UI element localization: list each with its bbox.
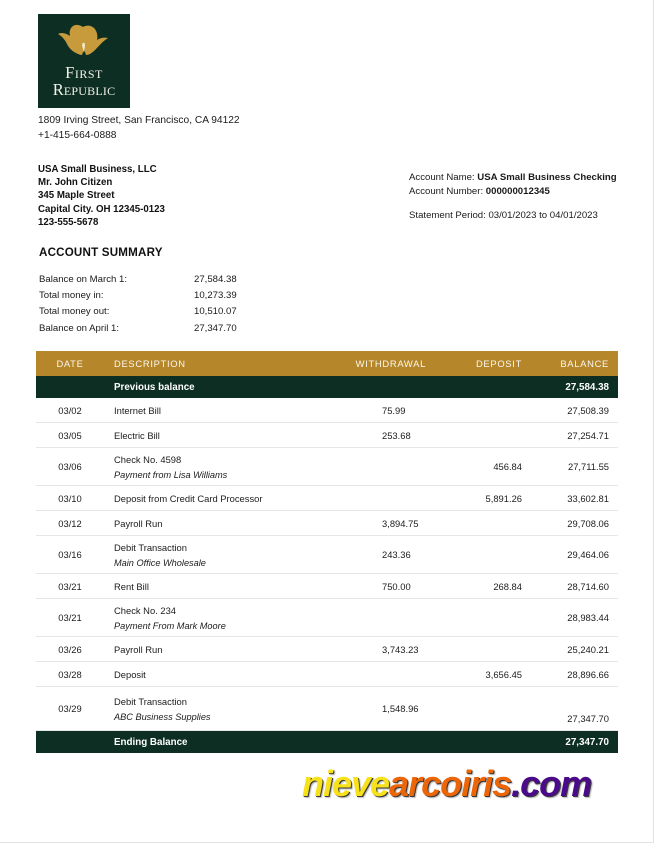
cell-deposit: 3,656.45	[444, 662, 538, 687]
cell-withdrawal	[340, 599, 444, 637]
cell-description	[104, 448, 340, 486]
cell-date: 03/29	[36, 687, 104, 731]
previous-balance-deposit	[444, 376, 538, 398]
cell-balance: 27,508.39	[538, 398, 618, 423]
cell-date: 03/16	[36, 536, 104, 574]
table-row	[36, 599, 618, 637]
column-header-deposit: DEPOSIT	[444, 351, 538, 376]
cell-description	[104, 662, 340, 687]
cell-balance: 28,896.66	[538, 662, 618, 687]
summary-value: 10,273.39	[194, 290, 237, 302]
table-row	[36, 637, 618, 662]
cell-withdrawal	[340, 448, 444, 486]
description-main: Check No. 234	[114, 604, 177, 616]
account-number-value: 000000012345	[485, 186, 550, 197]
transactions-body	[36, 376, 618, 731]
customer-city-state-zip: Capital City. OH 12345-0123	[38, 203, 165, 215]
logo-line-republic: Republic	[52, 79, 116, 99]
cell-balance: 28,983.44	[538, 599, 618, 637]
cell-description	[104, 511, 340, 536]
cell-balance: 29,708.06	[538, 511, 618, 536]
summary-value: 10,510.07	[194, 306, 237, 318]
cell-date: 03/21	[36, 599, 104, 637]
customer-company: USA Small Business, LLC	[38, 164, 157, 175]
cell-withdrawal: 253.68	[340, 423, 444, 448]
cell-deposit: 5,891.26	[444, 486, 538, 511]
transactions-table	[36, 351, 618, 753]
description-main: Electric Bill	[114, 429, 160, 441]
table-row	[36, 536, 618, 574]
ending-balance-date	[36, 731, 104, 754]
cell-description	[104, 687, 340, 731]
cell-description	[104, 423, 340, 448]
ending-balance-withdrawal	[340, 731, 444, 754]
cell-deposit	[444, 398, 538, 423]
transactions-header	[36, 351, 618, 376]
previous-balance-withdrawal	[340, 376, 444, 398]
ending-balance-label: Ending Balance	[114, 736, 188, 748]
description-main: Check No. 4598	[114, 453, 182, 465]
table-row	[36, 486, 618, 511]
cell-description	[104, 536, 340, 574]
cell-date: 03/06	[36, 448, 104, 486]
cell-balance: 29,464.06	[538, 536, 618, 574]
cell-date: 03/02	[36, 398, 104, 423]
cell-deposit: 456.84	[444, 448, 538, 486]
customer-phone: 123-555-5678	[38, 216, 99, 228]
watermark-part-2: arcoiris	[389, 763, 512, 804]
cell-withdrawal: 3,894.75	[340, 511, 444, 536]
account-number-label: Account Number:	[409, 186, 484, 197]
watermark-part-3: .com	[511, 763, 592, 804]
transactions-footer	[36, 731, 618, 754]
description-main: Deposit from Credit Card Processor	[114, 492, 263, 504]
cell-withdrawal: 750.00	[340, 574, 444, 599]
summary-label: Balance on April 1:	[39, 322, 120, 334]
column-header-description: DESCRIPTION	[104, 351, 340, 376]
account-summary-table	[39, 272, 314, 337]
description-memo: Main Office Wholesale	[114, 557, 206, 568]
ending-balance-deposit	[444, 731, 538, 754]
cell-balance: 27,347.70	[538, 687, 618, 731]
cell-withdrawal: 243.36	[340, 536, 444, 574]
account-summary-body	[39, 272, 314, 337]
summary-row	[39, 304, 314, 320]
statement-period: Statement Period: 03/01/2023 to 04/01/2023	[409, 210, 598, 221]
cell-balance: 27,254.71	[538, 423, 618, 448]
cell-withdrawal: 1,548.96	[340, 687, 444, 731]
previous-balance-date	[36, 376, 104, 398]
cell-deposit	[444, 687, 538, 731]
cell-deposit	[444, 599, 538, 637]
description-main: Debit Transaction	[114, 541, 187, 553]
previous-balance-row	[36, 376, 618, 398]
description-memo: Payment From Mark Moore	[114, 620, 226, 631]
table-row	[36, 687, 618, 731]
summary-label: Total money out:	[39, 306, 110, 318]
transactions-header-row	[36, 351, 618, 376]
ending-balance-amount: 27,347.70	[565, 736, 609, 748]
watermark-part-1: nieve	[302, 763, 390, 804]
ending-balance-row	[36, 731, 618, 754]
cell-withdrawal: 75.99	[340, 398, 444, 423]
bank-logo	[38, 14, 130, 108]
summary-value: 27,347.70	[194, 322, 237, 334]
description-main: Rent Bill	[114, 580, 149, 592]
description-memo: ABC Business Supplies	[114, 711, 211, 722]
cell-description	[104, 486, 340, 511]
cell-date: 03/28	[36, 662, 104, 687]
cell-date: 03/05	[36, 423, 104, 448]
table-row	[36, 574, 618, 599]
account-number-row	[409, 185, 617, 199]
cell-balance: 33,602.81	[538, 486, 618, 511]
previous-balance-amount: 27,584.38	[565, 381, 609, 393]
summary-row	[39, 272, 314, 288]
cell-withdrawal	[340, 486, 444, 511]
cell-deposit	[444, 423, 538, 448]
description-main: Internet Bill	[114, 404, 161, 416]
cell-description	[104, 599, 340, 637]
summary-value: 27,584.38	[194, 274, 237, 285]
summary-row	[39, 321, 314, 337]
table-row	[36, 448, 618, 486]
account-summary-title: ACCOUNT SUMMARY	[39, 246, 163, 259]
previous-balance-label: Previous balance	[114, 381, 195, 393]
column-header-date: DATE	[36, 351, 104, 376]
table-row	[36, 662, 618, 687]
account-name-row	[409, 171, 617, 185]
cell-description	[104, 398, 340, 423]
column-header-withdrawal: WITHDRAWAL	[340, 351, 444, 376]
cell-deposit	[444, 511, 538, 536]
description-main: Payroll Run	[114, 517, 163, 529]
customer-name: Mr. John Citizen	[38, 177, 113, 189]
bank-phone: +1-415-664-0888	[38, 129, 117, 141]
bank-address-block	[38, 114, 240, 143]
customer-address-block	[38, 163, 165, 229]
account-name-label: Account Name:	[409, 172, 475, 183]
description-main: Deposit	[114, 668, 146, 680]
cell-date: 03/12	[36, 511, 104, 536]
cell-deposit	[444, 536, 538, 574]
account-name-value: USA Small Business Checking	[477, 172, 617, 183]
account-info-block	[409, 171, 617, 199]
eagle-icon	[55, 23, 113, 63]
cell-deposit: 268.84	[444, 574, 538, 599]
logo-line-first: First	[65, 63, 103, 82]
cell-date: 03/10	[36, 486, 104, 511]
cell-description	[104, 637, 340, 662]
table-row	[36, 511, 618, 536]
description-memo: Payment from Lisa Williams	[114, 469, 228, 480]
cell-description	[104, 574, 340, 599]
description-main: Debit Transaction	[114, 695, 187, 707]
bank-address: 1809 Irving Street, San Francisco, CA 94122	[38, 115, 240, 126]
column-header-balance: BALANCE	[538, 351, 618, 376]
summary-row	[39, 288, 314, 304]
cell-date: 03/26	[36, 637, 104, 662]
summary-label: Total money in:	[39, 290, 104, 302]
cell-balance: 27,711.55	[538, 448, 618, 486]
table-row	[36, 398, 618, 423]
table-row	[36, 423, 618, 448]
customer-street: 345 Maple Street	[38, 190, 115, 202]
cell-withdrawal	[340, 662, 444, 687]
cell-date: 03/21	[36, 574, 104, 599]
cell-balance: 25,240.21	[538, 637, 618, 662]
bank-logo-text	[53, 65, 116, 99]
site-watermark	[302, 763, 592, 804]
description-main: Payroll Run	[114, 643, 163, 655]
cell-balance: 28,714.60	[538, 574, 618, 599]
cell-deposit	[444, 637, 538, 662]
summary-label: Balance on March 1:	[39, 274, 127, 285]
cell-withdrawal: 3,743.23	[340, 637, 444, 662]
